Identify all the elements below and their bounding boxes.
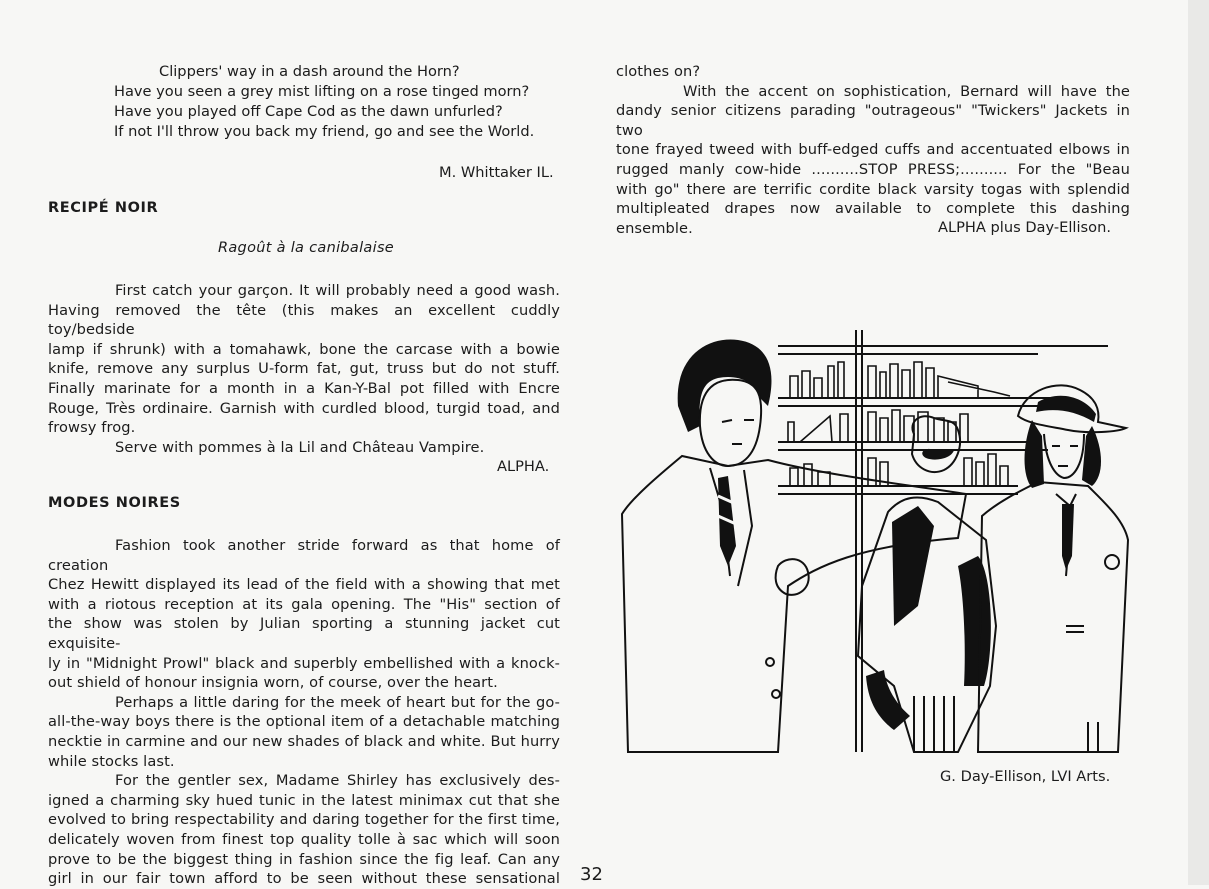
poem-line: If not I'll throw you back my friend, go and see the World. — [114, 123, 535, 140]
recipe-author: ALPHA. — [497, 458, 550, 475]
body-line: Chez Hewitt displayed its lead of the field with a showing that met — [48, 576, 560, 594]
modes-body — [48, 536, 560, 889]
poem-author: M. Whittaker IL. — [439, 164, 554, 181]
body-line: Rouge, Très ordinaire. Garnish with curdled blood, turgid toad, and — [48, 399, 560, 417]
body-line: Finally marinate for a month in a Kan-Y-Bal pot filled with Encre — [48, 379, 560, 397]
body-line: With the accent on sophistication, Bernard will have the — [683, 82, 1130, 100]
page-edge-shadow — [1188, 0, 1209, 885]
body-line: frowsy frog. — [48, 419, 136, 437]
body-line: prove to be the biggest thing in fashion since the fig leaf. Can any — [48, 850, 560, 868]
body-line: lamp if shrunk) with a tomahawk, bone the carcase with a bowie — [48, 340, 560, 358]
poem-line: Have you played off Cape Cod as the dawn unfurled? — [114, 103, 503, 120]
body-line: clothes on? — [616, 63, 701, 80]
body-line: dandy senior citizens parading "outrageous" "Twickers" Jackets in two — [616, 102, 1130, 139]
recipe-body — [48, 281, 560, 457]
body-line: delicately woven from finest top quality tolle à sac which will soon — [48, 830, 560, 848]
body-line: Having removed the tête (this makes an excellent cuddly toy/bedside — [48, 301, 560, 339]
right-author: ALPHA plus Day-Ellison. — [938, 219, 1111, 236]
body-line: Serve with pommes à la Lil and Château Vampire. — [115, 438, 485, 456]
poem-line: Clippers' way in a dash around the Horn? — [159, 63, 460, 80]
body-line: with a riotous reception at its gala opening. The "His" section of — [48, 595, 560, 613]
poem-stanza — [114, 62, 564, 142]
body-line: rugged manly cow-hide ..........STOP PRESS;.......... For the "Beau — [616, 160, 1130, 178]
right-body — [616, 62, 1130, 238]
body-line: For the gentler sex, Madame Shirley has exclusively des- — [115, 772, 560, 790]
modes-heading: MODES NOIRES — [48, 495, 181, 511]
page-number: 32 — [580, 864, 603, 885]
body-line: girl in our fair town afford to be seen without these sensational — [48, 870, 560, 888]
body-line: igned a charming sky hued tunic in the latest minimax cut that she — [48, 791, 560, 809]
body-line: with go" there are terrific cordite black varsity togas with splendid — [616, 180, 1130, 198]
body-line: necktie in carmine and our new shades of black and white. But hurry — [48, 732, 560, 750]
body-line: Fashion took another stride forward as that home of creation — [48, 537, 560, 574]
body-line: tone frayed tweed with buff-edged cuffs and accentuated elbows in — [616, 141, 1130, 159]
recipe-subtitle: Ragoût à la canibalaise — [218, 240, 395, 256]
body-line: First catch your garçon. It will probably need a good wash. — [115, 282, 560, 299]
body-line: knife, remove any surplus U-form fat, gut, truss but do not stuff. — [48, 360, 560, 378]
poem-line: Have you seen a grey mist lifting on a rose tinged morn? — [114, 83, 530, 100]
recipe-heading: RECIPÉ NOIR — [48, 200, 159, 216]
fashion-illustration-icon — [618, 326, 1146, 758]
body-line: ly in "Midnight Prowl" black and superbly embellished with a knock- — [48, 654, 560, 672]
body-line: Perhaps a little daring for the meek of heart but for the go- — [115, 693, 560, 711]
body-line: the show was stolen by Julian sporting a stunning jacket cut exquisite- — [48, 615, 560, 652]
body-line: while stocks last. — [48, 752, 175, 770]
body-line: evolved to bring respectability and daring together for the first time, — [48, 811, 560, 829]
body-line: all-the-way boys there is the optional item of a detachable matching — [48, 713, 560, 731]
body-line: out shield of honour insignia worn, of course, over the heart. — [48, 674, 498, 692]
body-line: multipleated drapes now available to complete this dashing ensemble. — [616, 200, 1130, 237]
illustration-caption: G. Day-Ellison, LVI Arts. — [940, 768, 1111, 785]
